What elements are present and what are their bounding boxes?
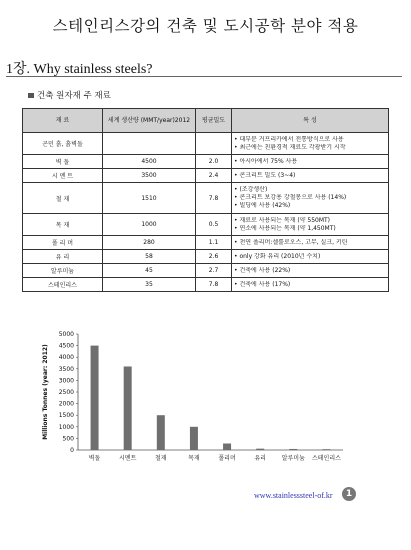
cell-production: 45 <box>103 264 196 278</box>
y-axis-label: Millions Tonnes (year: 2012) <box>42 344 49 440</box>
cell-notes <box>232 264 389 278</box>
page-title: 스테인리스강의 건축 및 도시공학 분야 적용 <box>52 17 359 35</box>
note-line: • 천연 폴리머:셀룰로오스, 고무, 실크, 키틴 <box>234 238 348 246</box>
section-label-text: 건축 원자재 주 재료 <box>37 91 111 101</box>
cell-production: 1000 <box>103 214 196 236</box>
y-tick-label: 1000 <box>58 423 74 431</box>
header-production: 세계 생산량 (MMT/year)2012 <box>103 109 196 133</box>
note-line: • 건축에 사용 (22%) <box>234 266 291 274</box>
footer-url[interactable]: www.stainlesssteel-of.kr <box>254 491 333 500</box>
materials-table <box>22 108 389 292</box>
y-tick-label: 0 <box>70 447 74 454</box>
cell-production: 3500 <box>103 169 196 183</box>
bar <box>124 366 132 450</box>
bar <box>157 415 165 450</box>
page-number-badge: 1 <box>342 487 356 501</box>
bar <box>256 449 264 450</box>
cell-production: 1510 <box>103 183 196 214</box>
table-row <box>23 264 389 278</box>
y-tick-label: 1500 <box>58 412 74 420</box>
cell-production <box>103 133 196 155</box>
table-row <box>23 250 389 264</box>
cell-notes <box>232 250 389 264</box>
table-row <box>23 133 389 155</box>
cell-notes <box>232 133 389 155</box>
note-line: • 빌딩에 사용 (42%) <box>234 202 291 209</box>
cell-notes <box>232 155 389 169</box>
x-tick-label: 스테인리스 <box>311 455 341 462</box>
x-tick-label: 목재 <box>188 455 200 462</box>
table-row <box>23 278 389 292</box>
cell-density: 2.6 <box>196 250 232 264</box>
cell-production: 58 <box>103 250 196 264</box>
cell-notes <box>232 214 389 236</box>
header-notes: 특 성 <box>232 109 389 133</box>
cell-density: 7.8 <box>196 278 232 292</box>
y-tick-label: 3000 <box>58 377 74 385</box>
cell-production: 4500 <box>103 155 196 169</box>
x-tick-label: 유리 <box>254 455 266 462</box>
x-tick-label: 벽돌 <box>88 455 101 462</box>
cell-density <box>196 133 232 155</box>
note-line: • 연소에 사용되는 목재 (약 1,450MT) <box>234 224 336 232</box>
cell-density: 2.4 <box>196 169 232 183</box>
bar <box>289 449 297 450</box>
y-tick-label: 3500 <box>58 365 74 373</box>
cell-material: 스테인리스 <box>23 278 103 292</box>
y-tick-label: 2000 <box>58 400 74 408</box>
cell-production: 35 <box>103 278 196 292</box>
bar <box>190 427 198 450</box>
y-tick-label: 4000 <box>58 354 74 362</box>
note-line: • 아시아에서 75% 사용 <box>234 157 298 165</box>
cell-notes <box>232 278 389 292</box>
cell-density: 2.7 <box>196 264 232 278</box>
chapter-heading: 1장. Why stainless steels? <box>6 62 153 77</box>
cell-notes <box>232 169 389 183</box>
square-bullet-icon <box>28 93 34 98</box>
cell-material: 벽 돌 <box>23 155 103 169</box>
note-line: • 콘크리트 보강용 강철봉으로 사용 (14%) <box>234 194 347 201</box>
table-row <box>23 183 389 214</box>
table-row <box>23 236 389 250</box>
note-line: • 최근에는 친환경적 재료도 각광받기 시작 <box>234 143 346 151</box>
production-bar-chart <box>38 325 348 467</box>
cell-material: 철 재 <box>23 183 103 214</box>
cell-density: 0.5 <box>196 214 232 236</box>
cell-density: 2.0 <box>196 155 232 169</box>
note-line: • 대부분 거프리카에서 전통방식으로 사용 <box>234 135 344 143</box>
y-tick-label: 500 <box>62 435 74 443</box>
cell-material: 시 멘 트 <box>23 169 103 183</box>
table-row <box>23 155 389 169</box>
header-density: 평균밀도 <box>196 109 232 133</box>
materials-table-body <box>23 133 389 292</box>
note-line: • 건축에 사용 (17%) <box>234 280 291 288</box>
cell-density: 7.8 <box>196 183 232 214</box>
x-tick-label: 시멘트 <box>118 455 137 462</box>
x-tick-label: 알루미늄 <box>281 455 305 462</box>
section-label <box>28 89 111 101</box>
note-line: • only 강화 유리 (2010년 수치) <box>234 252 321 260</box>
chapter-divider <box>6 76 402 77</box>
cell-material: 곤민 흙, 흙벽돌 <box>23 133 103 155</box>
note-line: • (조강생산) <box>234 186 268 193</box>
cell-density: 1.1 <box>196 236 232 250</box>
y-tick-label: 5000 <box>58 331 74 338</box>
note-line: • 재료로 사용되는 목재 (약 550MT) <box>234 216 331 224</box>
table-row <box>23 169 389 183</box>
cell-notes <box>232 236 389 250</box>
table-header-row <box>23 109 389 133</box>
x-tick-label: 철재 <box>155 455 167 462</box>
cell-material: 폴 리 머 <box>23 236 103 250</box>
bar <box>91 346 99 450</box>
cell-material: 알루미늄 <box>23 264 103 278</box>
bar <box>223 444 231 450</box>
header-material: 재 료 <box>23 109 103 133</box>
y-tick-label: 2500 <box>58 389 74 396</box>
note-line: • 콘크리트 밀도 (3~4) <box>234 171 296 179</box>
bar <box>322 449 330 450</box>
y-tick-label: 4500 <box>58 342 74 350</box>
cell-material: 유 리 <box>23 250 103 264</box>
cell-material: 목 재 <box>23 214 103 236</box>
table-row <box>23 214 389 236</box>
x-tick-label: 폴리머 <box>218 455 236 462</box>
cell-production: 280 <box>103 236 196 250</box>
cell-notes <box>232 183 389 214</box>
